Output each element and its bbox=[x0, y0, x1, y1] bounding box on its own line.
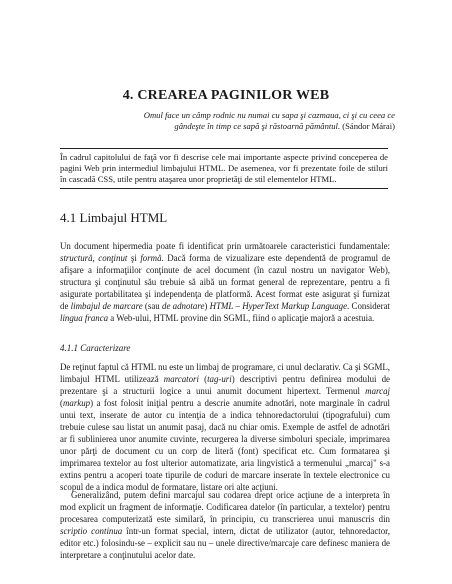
text-run: . Considerat bbox=[347, 301, 390, 311]
text-run-italic: formă bbox=[140, 253, 162, 263]
text-run: ( bbox=[198, 374, 208, 384]
text-run-italic: conţinut bbox=[98, 253, 128, 263]
text-run-italic: de adnotare bbox=[162, 301, 205, 311]
text-run: ) descriptivi pentru definirea modului de prezentare şi a structurii logice a unui anumit document hipertext. Termenul bbox=[60, 374, 390, 396]
section-title: 4.1 Limbajul HTML bbox=[60, 210, 168, 225]
text-run: ) bbox=[204, 301, 210, 311]
text-run-italic: tag-uri bbox=[207, 374, 232, 384]
text-run-italic: marcaj bbox=[365, 386, 390, 396]
text-run: Un document hipermedia poate fi identificat prin următoarele caracteristici fundamentale: bbox=[60, 241, 390, 251]
text-run: (sau bbox=[142, 301, 163, 311]
text-run-italic: marcatori bbox=[163, 374, 199, 384]
epigraph-quote: Omul face un câmp rodnic nu numai cu sapa şi cazmaua, ci şi cu ceea ce gândeşte în timp ce sapă şi răstoarnă pământul. bbox=[143, 110, 395, 131]
text-run-italic: scriptio continua bbox=[60, 526, 123, 536]
epigraph bbox=[140, 110, 395, 132]
chapter-title: 4. CREAREA PAGINILOR WEB bbox=[122, 88, 330, 103]
text-run: , bbox=[92, 253, 99, 263]
chapter-intro-box: În cadrul capitolului de faţă vor fi descrise cele mai importante aspecte privind conceperea de pagini Web prin intermediul limbajului HTML. De asemenea, vor fi prezentate foile de stiluri în cascadă CSS, utile pentru ataşarea unor proprietăţi de stil elementelor HTML. bbox=[60, 148, 388, 189]
text-run: . Dacă forma de vizualizare este dependentă de programul de afişare a informaţiilor conţinute de acel document (în cazul nostru un navigator Web), structura şi conţinutul său trebuie să aibă un format general de reprezentare, pentru a fi asigurate portabilitatea şi independenţa de platformă. Acest format este asigurat şi furnizat de bbox=[60, 253, 391, 311]
text-run-italic: limbajul de marcare bbox=[70, 301, 143, 311]
text-run-italic: HTML – HyperText Markup Language bbox=[209, 301, 348, 311]
subsection-paragraph bbox=[60, 489, 390, 561]
text-run: ( bbox=[60, 398, 63, 408]
text-run: ) a fost folosit iniţial pentru a descrie anumite adnotări, note marginale în cadrul unui text, inserate de autor cu intenţia de a indica tehnoredactorului (tipografului) cum trebuie culese sau listat un anumit pasaj, dacă nu chiar omis. Exemple de astfel de adnotări ar fi sublinierea unor anumite cuvinte, recurgerea la diverse simboluri speciale, imprimarea unor părţi de document cu un corp de literă (font) specificat etc. Cum formatarea şi imprimarea textelor au fost ulterior automatizate, aria lingvistică a termenului „marcaj" s-a extins pentru a acoperi toate tipurile de coduri de marcare inserate în textele electronice cu scopul de a indica modul de formatare, listare ori alte acţiuni. bbox=[60, 398, 390, 492]
text-run-italic: lingua franca bbox=[60, 313, 109, 323]
epigraph-author: (Sándor Márai) bbox=[342, 121, 395, 131]
section-paragraph bbox=[60, 240, 390, 324]
text-run: a Web-ului, HTML provine din SGML, fiind o aplicaţie majoră a acestuia. bbox=[108, 313, 375, 323]
text-run-italic: structură bbox=[60, 253, 93, 263]
text-run: şi bbox=[127, 253, 141, 263]
text-run: Generalizând, putem defini marcajul sau codarea drept orice acţiune de a interpreta în mod explicit un fragment de informaţie. Codificarea datelor (în particular, a textelor) pentru procesarea computerizată este similară, în principiu, cu transcrierea unui manuscris din bbox=[60, 490, 390, 524]
text-run: într-un format special, intern, dictat de utilizator (autor, tehnoredactor, editor etc.) folosindu-se – explicit sau nu – unele directive/marcaje care definesc maniera de interpretare a conţinutului acelor date. bbox=[60, 526, 390, 560]
subsection-paragraph bbox=[60, 361, 390, 493]
subsection-title: 4.1.1 Caracterizare bbox=[60, 343, 131, 353]
text-run: De reţinut faptul că HTML nu este un limbaj de programare, ci unul declarativ. Ca şi SGML, limbajul HTML utilizează bbox=[60, 362, 390, 384]
text-run-italic: markup bbox=[62, 398, 91, 408]
